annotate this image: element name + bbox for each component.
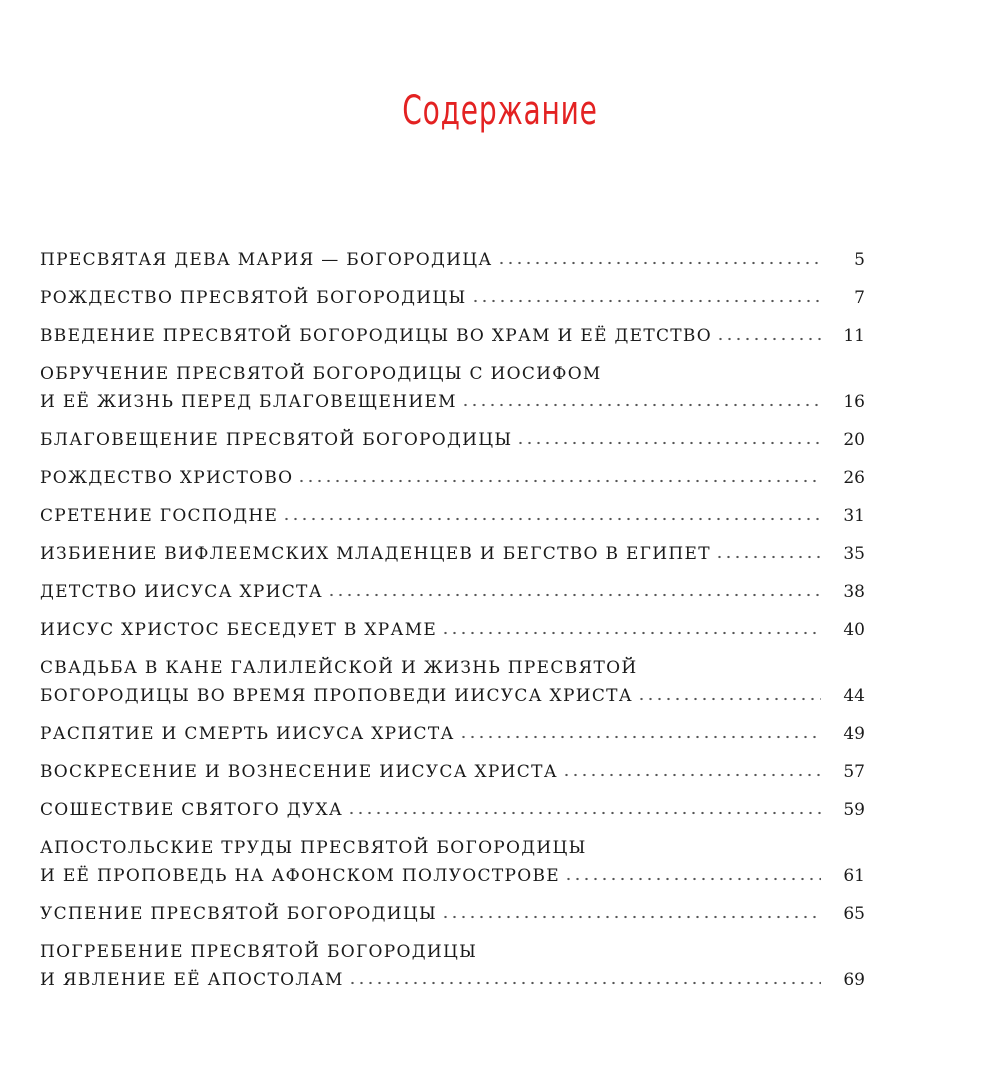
dot-leader [441, 630, 821, 636]
entry-title: СОШЕСТВИЕ СВЯТОГО ДУХА [40, 800, 344, 820]
entry-title-line1: АПОСТОЛЬСКИЕ ТРУДЫ ПРЕСВЯТОЙ БОГОРОДИЦЫ [40, 838, 587, 858]
entry-title: УСПЕНИЕ ПРЕСВЯТОЙ БОГОРОДИЦЫ [40, 904, 437, 924]
page-number: 7 [854, 288, 865, 308]
entry-title: БОГОРОДИЦЫ ВО ВРЕМЯ ПРОПОВЕДИ ИИСУСА ХРИСТА [40, 686, 633, 706]
entry-title: ИИСУС ХРИСТОС БЕСЕДУЕТ В ХРАМЕ [40, 620, 438, 640]
dot-leader [282, 516, 821, 522]
toc-entry[interactable] [40, 544, 865, 564]
dot-leader [459, 734, 821, 740]
entry-title: ИЗБИЕНИЕ ВИФЛЕЕМСКИХ МЛАДЕНЦЕВ И БЕГСТВО В ЕГИПЕТ [40, 544, 711, 564]
page-number: 49 [843, 724, 865, 744]
dot-leader [716, 336, 821, 342]
page-number: 69 [843, 970, 865, 990]
entry-title: РАСПЯТИЕ И СМЕРТЬ ИИСУСА ХРИСТА [40, 724, 455, 744]
toc-entry[interactable] [40, 582, 865, 602]
dot-leader [347, 810, 821, 816]
toc-entry[interactable] [40, 288, 865, 308]
entry-title: ВОСКРЕСЕНИЕ И ВОЗНЕСЕНИЕ ИИСУСА ХРИСТА [40, 762, 558, 782]
page-number: 44 [843, 686, 865, 706]
entry-title: РОЖДЕСТВО ХРИСТОВО [40, 468, 294, 488]
dot-leader [715, 554, 821, 560]
page-number: 11 [843, 326, 865, 346]
dot-leader [516, 440, 821, 446]
page-number: 40 [843, 620, 865, 640]
entry-title: И ЕЁ ПРОПОВЕДЬ НА АФОНСКОМ ПОЛУОСТРОВЕ [40, 866, 560, 886]
entry-title: РОЖДЕСТВО ПРЕСВЯТОЙ БОГОРОДИЦЫ [40, 288, 467, 308]
toc-entry[interactable] [40, 430, 865, 450]
page-number: 65 [843, 904, 865, 924]
toc-entry[interactable] [40, 800, 865, 820]
page-number: 35 [843, 544, 865, 564]
dot-leader [497, 260, 821, 266]
dot-leader [348, 980, 821, 986]
entry-title-line1: ОБРУЧЕНИЕ ПРЕСВЯТОЙ БОГОРОДИЦЫ С ИОСИФОМ [40, 364, 602, 384]
page-number: 16 [843, 392, 865, 412]
toc-entry[interactable] [40, 762, 865, 782]
dot-leader [327, 592, 821, 598]
page-number: 31 [843, 506, 865, 526]
page-number: 61 [843, 866, 865, 886]
page-title: Содержание [402, 88, 598, 134]
page-number: 59 [843, 800, 865, 820]
entry-title: ДЕТСТВО ИИСУСА ХРИСТА [40, 582, 323, 602]
dot-leader [461, 402, 821, 408]
page-number: 57 [843, 762, 865, 782]
toc-entry[interactable] [40, 724, 865, 744]
toc-entry[interactable] [40, 506, 865, 526]
toc-entry[interactable] [40, 904, 865, 924]
toc-entry[interactable] [40, 326, 865, 346]
entry-title: ПРЕСВЯТАЯ ДЕВА МАРИЯ — БОГОРОДИЦА [40, 250, 493, 270]
dot-leader [637, 696, 821, 702]
page-number: 5 [854, 250, 865, 270]
entry-title-line1: ПОГРЕБЕНИЕ ПРЕСВЯТОЙ БОГОРОДИЦЫ [40, 942, 478, 962]
dot-leader [471, 298, 822, 304]
toc-entry[interactable] [40, 250, 865, 270]
toc-entry[interactable] [40, 658, 865, 706]
table-of-contents [40, 250, 865, 1008]
toc-entry[interactable] [40, 620, 865, 640]
page-number: 38 [843, 582, 865, 602]
entry-title: ВВЕДЕНИЕ ПРЕСВЯТОЙ БОГОРОДИЦЫ ВО ХРАМ И ЕЁ ДЕТСТВО [40, 326, 712, 346]
dot-leader [564, 876, 821, 882]
entry-title: БЛАГОВЕЩЕНИЕ ПРЕСВЯТОЙ БОГОРОДИЦЫ [40, 430, 513, 450]
entry-title: И ЯВЛЕНИЕ ЕЁ АПОСТОЛАМ [40, 970, 344, 990]
toc-entry[interactable] [40, 468, 865, 488]
toc-entry[interactable] [40, 838, 865, 886]
dot-leader [297, 478, 821, 484]
toc-entry[interactable] [40, 942, 865, 990]
page-number: 20 [843, 430, 865, 450]
entry-title: СРЕТЕНИЕ ГОСПОДНЕ [40, 506, 279, 526]
dot-leader [441, 914, 821, 920]
entry-title-line1: СВАДЬБА В КАНЕ ГАЛИЛЕЙСКОЙ И ЖИЗНЬ ПРЕСВЯТОЙ [40, 658, 638, 678]
dot-leader [562, 772, 821, 778]
toc-entry[interactable] [40, 364, 865, 412]
page-number: 26 [843, 468, 865, 488]
entry-title: И ЕЁ ЖИЗНЬ ПЕРЕД БЛАГОВЕЩЕНИЕМ [40, 392, 457, 412]
